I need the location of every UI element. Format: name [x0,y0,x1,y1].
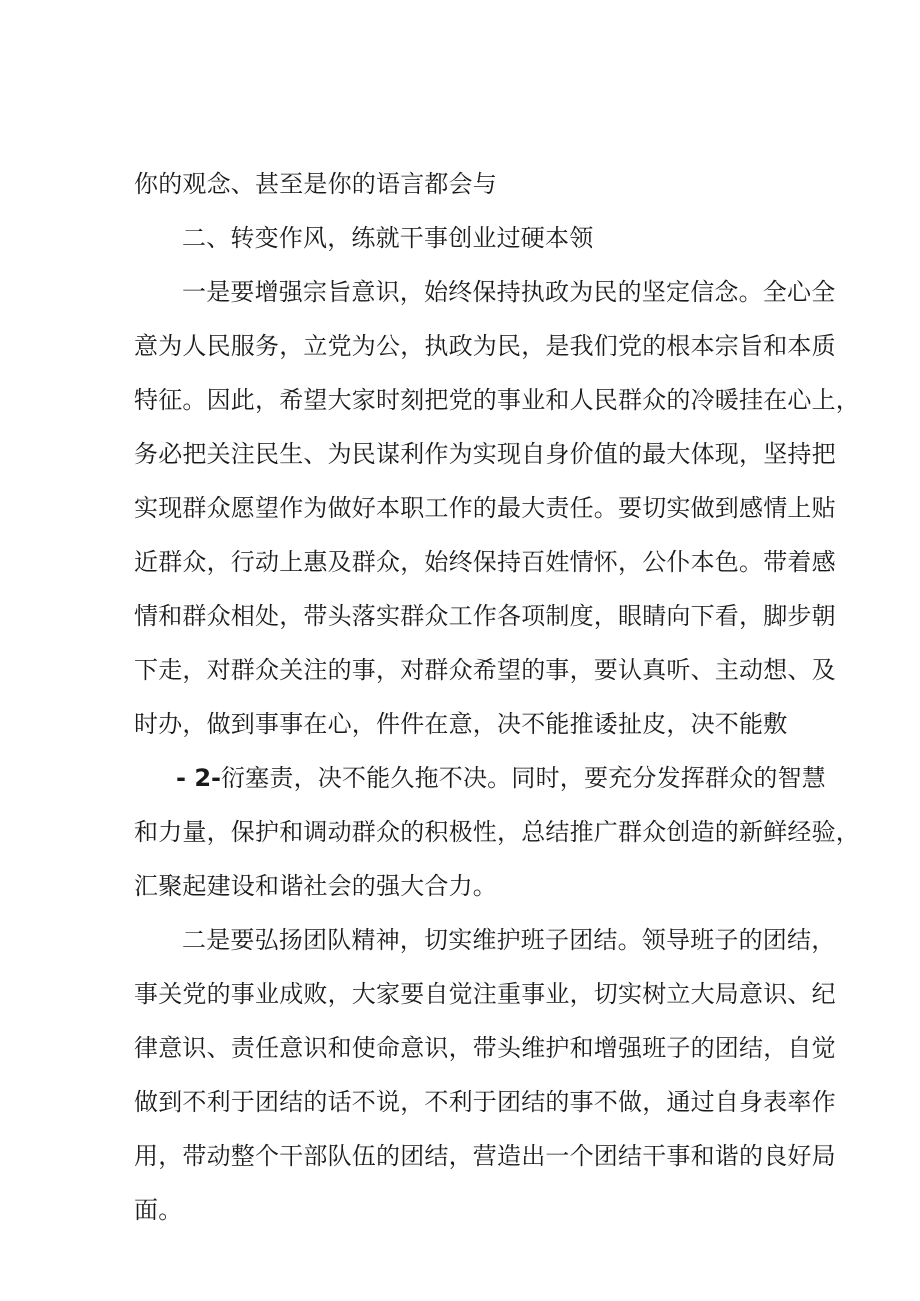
text-line-3: 一是要增强宗旨意识，始终保持执政为民的坚定信念。全心全 [182,278,836,306]
text-line-12 [176,764,826,792]
text-line-17: 律意识、责任意识和使命意识，带头维护和增强班子的团结，自觉 [134,1034,836,1062]
text-line-4: 意为人民服务，立党为公，执政为民，是我们党的根本宗旨和本质 [134,332,836,360]
text-line-13: 和力量，保护和调动群众的积极性，总结推广群众创造的新鲜经验， [134,818,860,846]
text-line-9: 情和群众相处，带头落实群众工作各项制度，眼睛向下看，脚步朝 [134,602,836,630]
text-line-14: 汇聚起建设和谐社会的强大合力。 [134,872,497,900]
text-line-5: 特征。因此，希望大家时刻把党的事业和人民群众的冷暖挂在心上， [134,386,860,414]
text-line-16: 事关党的事业成败，大家要自觉注重事业，切实树立大局意识、纪 [134,980,836,1008]
text-line-20: 面。 [134,1196,183,1224]
text-line-6: 务必把关注民生、为民谋利作为实现自身价值的最大体现，坚持把 [134,440,836,468]
text-line-15: 二是要弘扬团队精神，切实维护班子团结。领导班子的团结， [182,926,836,954]
text-line-10: 下走，对群众关注的事，对群众希望的事，要认真听、主动想、及 [134,656,836,684]
text-line-11: 时办，做到事事在心，件件在意，决不能推诿扯皮，决不能敷 [134,710,788,738]
text-line-18: 做到不利于团结的话不说，不利于团结的事不做，通过自身表率作 [134,1088,836,1116]
text-line-7: 实现群众愿望作为做好本职工作的最大责任。要切实做到感情上贴 [134,494,836,522]
text-line-1: 你的观念、甚至是你的语言都会与 [134,170,497,198]
text-line-8: 近群众，行动上惠及群众，始终保持百姓情怀，公仆本色。带着感 [134,548,836,576]
page-number-marker: - 2- [176,764,221,792]
text-line-12-content: 衍塞责，决不能久拖不决。同时，要充分发挥群众的智慧 [220,764,826,792]
text-line-19: 用，带动整个干部队伍的团结，营造出一个团结干事和谐的良好局 [134,1142,836,1170]
section-heading: 二、转变作风，练就干事创业过硬本领 [182,224,594,252]
